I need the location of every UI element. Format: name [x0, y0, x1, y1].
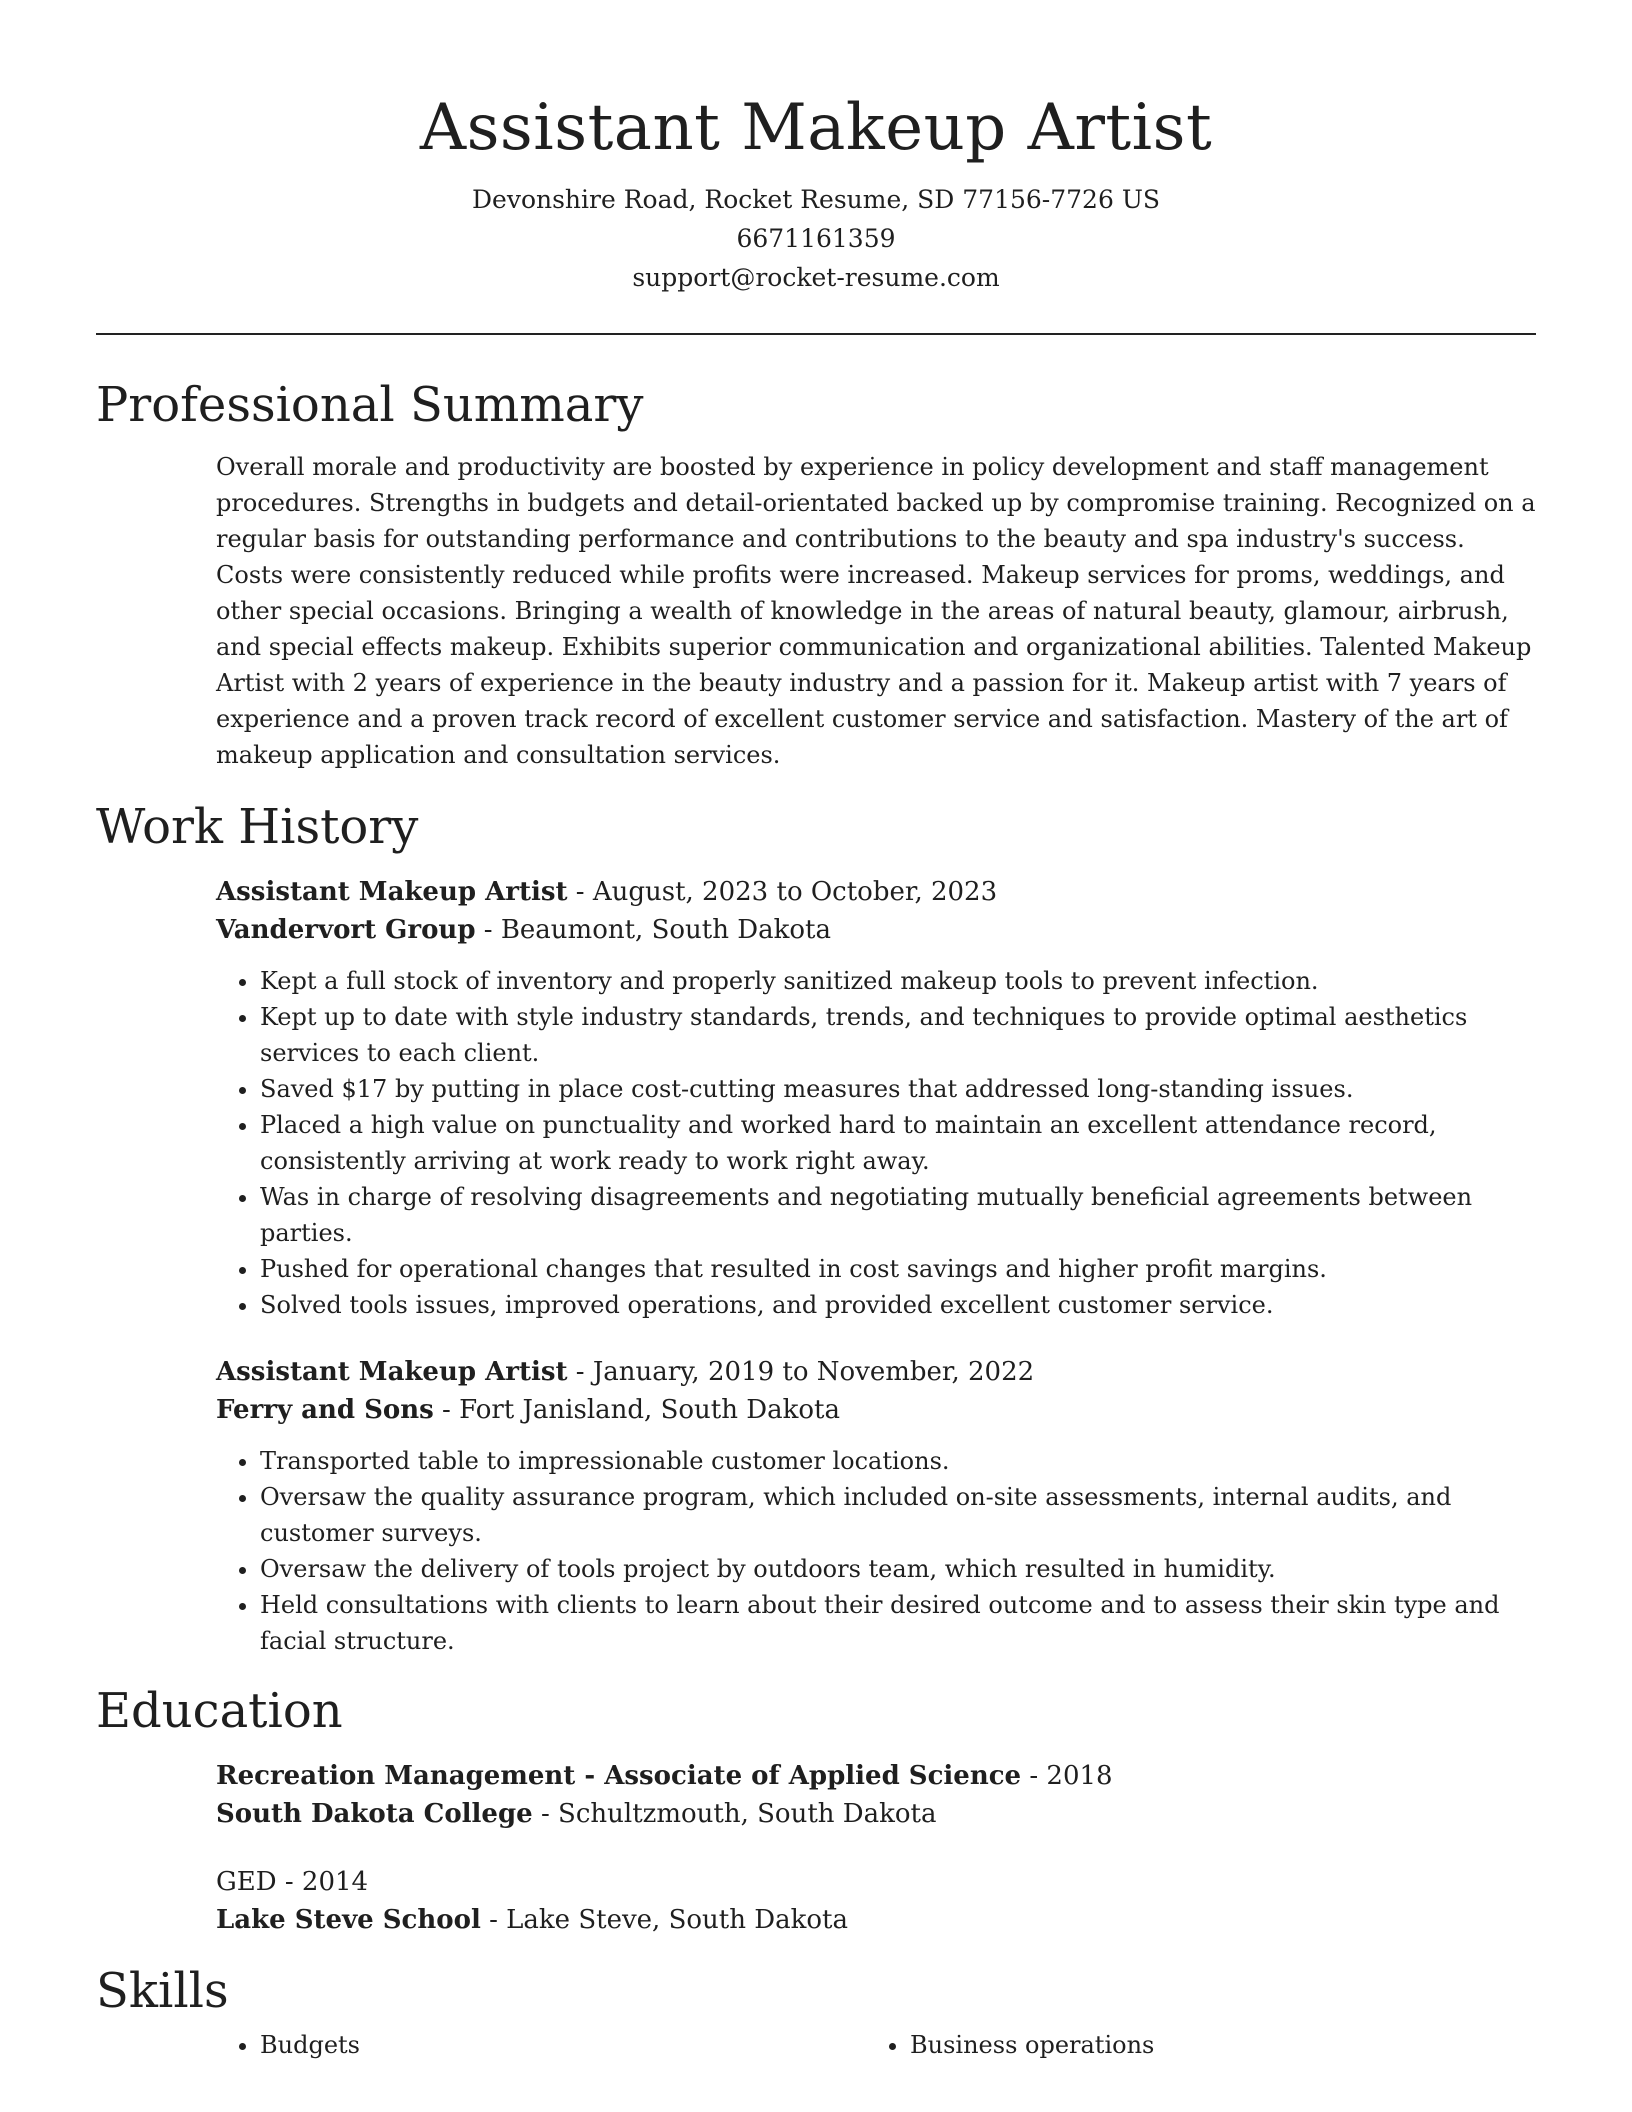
address: Devonshire Road, Rocket Resume, SD 77156-7726 US [471, 185, 1161, 214]
skills-column-left [216, 2027, 866, 2063]
phone-number: 6671161359 [736, 224, 896, 253]
school-line [216, 1901, 1536, 1939]
education-entry [216, 1757, 1536, 1833]
job-location: - Fort Janisland, South Dakota [433, 1395, 840, 1425]
degree: Recreation Management - Associate of Applied Science [216, 1761, 1022, 1791]
job-dates: - August, 2023 to October, 2023 [567, 877, 998, 907]
skills-section [96, 1959, 1536, 2063]
job-title-line [216, 1353, 1536, 1391]
education-section [96, 1679, 1536, 1939]
list-item: • Kept a full stock of inventory and properly sanitized makeup tools to prevent infection. [260, 963, 1536, 999]
contact-info [96, 180, 1536, 297]
list-item: • Held consultations with clients to learn about their desired outcome and to assess their skin type and facial structure. [260, 1587, 1536, 1659]
list-item: • Kept up to date with style industry standards, trends, and techniques to provide optimal aesthetics services to each client. [260, 999, 1536, 1071]
degree: GED [216, 1867, 277, 1897]
list-item: • Transported table to impressionable customer locations. [260, 1443, 1536, 1479]
list-item: • Pushed for operational changes that resulted in cost savings and higher profit margins. [260, 1251, 1536, 1287]
job-company: Vandervort Group [216, 915, 476, 945]
section-title-skills: Skills [96, 1963, 229, 2019]
list-item: • Oversaw the delivery of tools project by outdoors team, which resulted in humidity. [260, 1551, 1536, 1587]
job-title-line [216, 873, 1536, 911]
skill-item: • Business operations [910, 2027, 1516, 2063]
school-location: - Schultzmouth, South Dakota [532, 1799, 937, 1829]
work-history-section [96, 795, 1536, 1659]
list-item: • Solved tools issues, improved operations, and provided excellent customer service. [260, 1287, 1536, 1323]
section-title-summary: Professional Summary [96, 377, 644, 433]
list-item: • Was in charge of resolving disagreements and negotiating mutually beneficial agreements between parties. [260, 1179, 1536, 1251]
degree-line [216, 1863, 1536, 1901]
resume-header [96, 0, 1536, 297]
job-company-line [216, 1391, 1536, 1429]
list-item: • Placed a high value on punctuality and worked hard to maintain an excellent attendance record, consistently arriving at work ready to work right away. [260, 1107, 1536, 1179]
degree-year: - 2014 [276, 1867, 369, 1897]
job-company-line [216, 911, 1536, 949]
school-line [216, 1795, 1536, 1833]
email-address: support@rocket-resume.com [632, 263, 1000, 292]
job-company: Ferry and Sons [216, 1395, 434, 1425]
education-entry [216, 1863, 1536, 1939]
job-bullets [216, 1443, 1536, 1659]
job-role: Assistant Makeup Artist [216, 1357, 568, 1387]
candidate-name: Assistant Makeup Artist [419, 91, 1213, 165]
job-entry [216, 1353, 1536, 1659]
degree-line [216, 1757, 1536, 1795]
degree-year: - 2018 [1021, 1761, 1113, 1791]
school-location: - Lake Steve, South Dakota [480, 1905, 848, 1935]
job-entry [216, 873, 1536, 1323]
job-role: Assistant Makeup Artist [216, 877, 568, 907]
resume-page [96, 0, 1536, 2063]
skill-item: • Budgets [260, 2027, 866, 2063]
job-location: - Beaumont, South Dakota [475, 915, 831, 945]
school-name: Lake Steve School [216, 1905, 481, 1935]
school-name: South Dakota College [216, 1799, 533, 1829]
summary-section [96, 373, 1536, 773]
job-bullets [216, 963, 1536, 1323]
section-title-education: Education [96, 1683, 343, 1739]
skills-column-right [866, 2027, 1516, 2063]
header-divider [96, 333, 1536, 335]
list-item: • Oversaw the quality assurance program, which included on-site assessments, internal audits, and customer surveys. [260, 1479, 1536, 1551]
list-item: • Saved $17 by putting in place cost-cutting measures that addressed long-standing issues. [260, 1071, 1536, 1107]
summary-text: Overall morale and productivity are boosted by experience in policy development and staff management procedures. Strengths in budgets and detail-orientated backed up by compromise training. Recognized on a regular basis for outstanding performance and contributions to the beauty and spa industry's success. Costs were consistently reduced while profits were increased. Makeup services for proms, weddings, and other special occasions. Bringing a wealth of knowledge in the areas of natural beauty, glamour, airbrush, and special effects makeup. Exhibits superior communication and organizational abilities. Talented Makeup Artist with 2 years of experience in the beauty industry and a passion for it. Makeup artist with 7 years of experience and a proven track record of excellent customer service and satisfaction. Mastery of the art of makeup application and consultation services. [216, 453, 1536, 769]
skills-grid [216, 2027, 1536, 2063]
section-title-work-history: Work History [96, 799, 419, 855]
job-dates: - January, 2019 to November, 2022 [567, 1357, 1035, 1387]
